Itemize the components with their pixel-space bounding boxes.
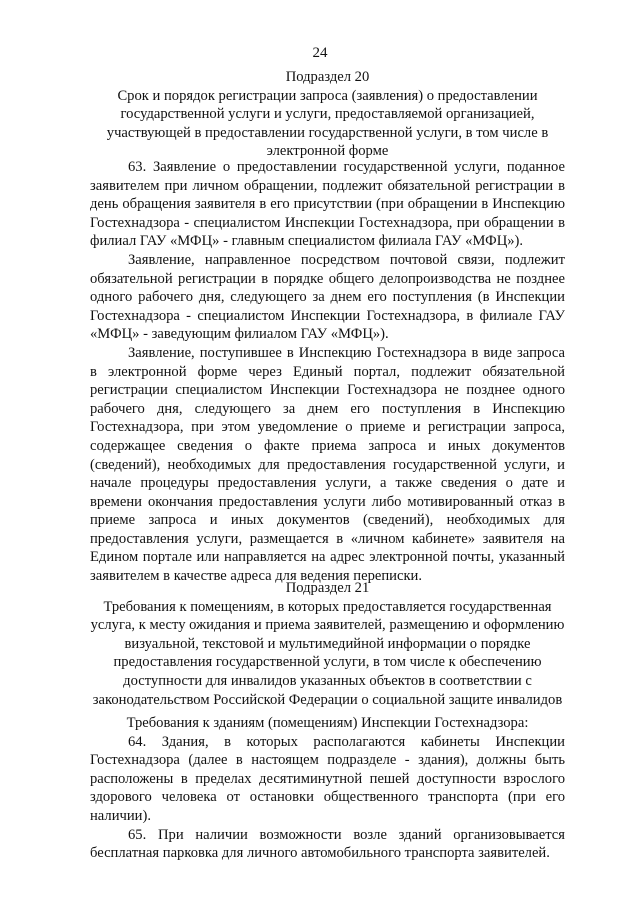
paragraph-63: 63. Заявление о предоставлении государственной услуги, поданное заявителем при личном обращении, подлежит обязательной регистрации в день обращения заявителя в его присутствии (при обращении в Инспекцию Гостехнадзора - специалистом Инспекции Гостехнадзора, при обращении в филиал ГАУ «МФЦ» - главным специалистом филиала ГАУ «МФЦ»). xyxy=(90,159,565,250)
paragraph-64: 64. Здания, в которых располагаются кабинеты Инспекции Гостехнадзора (далее в настоящем подразделе - здания), должны быть расположены в пределах десятиминутной пешей доступности взрослого здорового человека от остановки общественного транспорта (при его наличии). xyxy=(90,733,565,824)
buildings-requirements-intro: Требования к зданиям (помещениям) Инспекции Гостехнадзора: xyxy=(126,715,529,731)
subsection-21-body xyxy=(90,714,565,863)
subsection-21-title: Подраздел 21 xyxy=(285,580,370,596)
subsection-21-block xyxy=(90,579,565,709)
subsection-20-block xyxy=(90,68,565,161)
subsection-20-body xyxy=(90,158,565,586)
paragraph-65: 65. При наличии возможности возле зданий организовывается бесплатная парковка для личного автомобильного транспорта заявителей. xyxy=(90,826,565,862)
paragraph-electronic: Заявление, поступившее в Инспекцию Гостехнадзора в виде запроса в электронной форме через Единый портал, подлежит обязательной регистрации специалистом Инспекции Гостехнадзора не позднее одного рабочего дня, следующего за днем его поступления в Инспекцию Гостехнадзора, при этом уведомление о приеме и регистрации запроса, содержащее сведения о факте приема запроса и иных документов (сведений), необходимых для предоставления государственной услуги, и начале процедуры предоставления услуги, а также сведения о дате и времени окончания предоставления услуги либо мотивированный отказ в приеме запроса и иных документов (сведений), необходимых для предоставления услуги, размещается в «личном кабинете» заявителя на Едином портале или направляется на адрес электронной почты, указанный заявителем в качестве адреса для ведения переписки. xyxy=(90,344,565,585)
subsection-21-heading: Требования к помещениям, в которых предоставляется государственная услуга, к месту ожидания и приема заявителей, размещению и оформлению визуальной, текстовой и мультимедийной информации о порядке предоставления государственной услуги, в том числе к обеспечению доступности для инвалидов указанных объектов в соответствии с законодательством Российской Федерации о социальной защите инвалидов xyxy=(90,598,565,708)
subsection-20-title: Подраздел 20 xyxy=(285,69,370,85)
page-number: 24 xyxy=(312,45,328,61)
subsection-20-heading: Срок и порядок регистрации запроса (заявления) о предоставлении государственной услуги и услуги, предоставляемой организацией, участвующей в предоставлении государственной услуги, в том числе в электронной форме xyxy=(106,87,549,160)
paragraph-postal: Заявление, направленное посредством почтовой связи, подлежит обязательной регистрации в порядке общего делопроизводства не позднее одного рабочего дня, следующего за днем его поступления (в Инспекции Гостехнадзора - специалистом Инспекции Гостехнадзора, в филиале ГАУ «МФЦ» - заведующим филиалом ГАУ «МФЦ»). xyxy=(90,251,565,343)
